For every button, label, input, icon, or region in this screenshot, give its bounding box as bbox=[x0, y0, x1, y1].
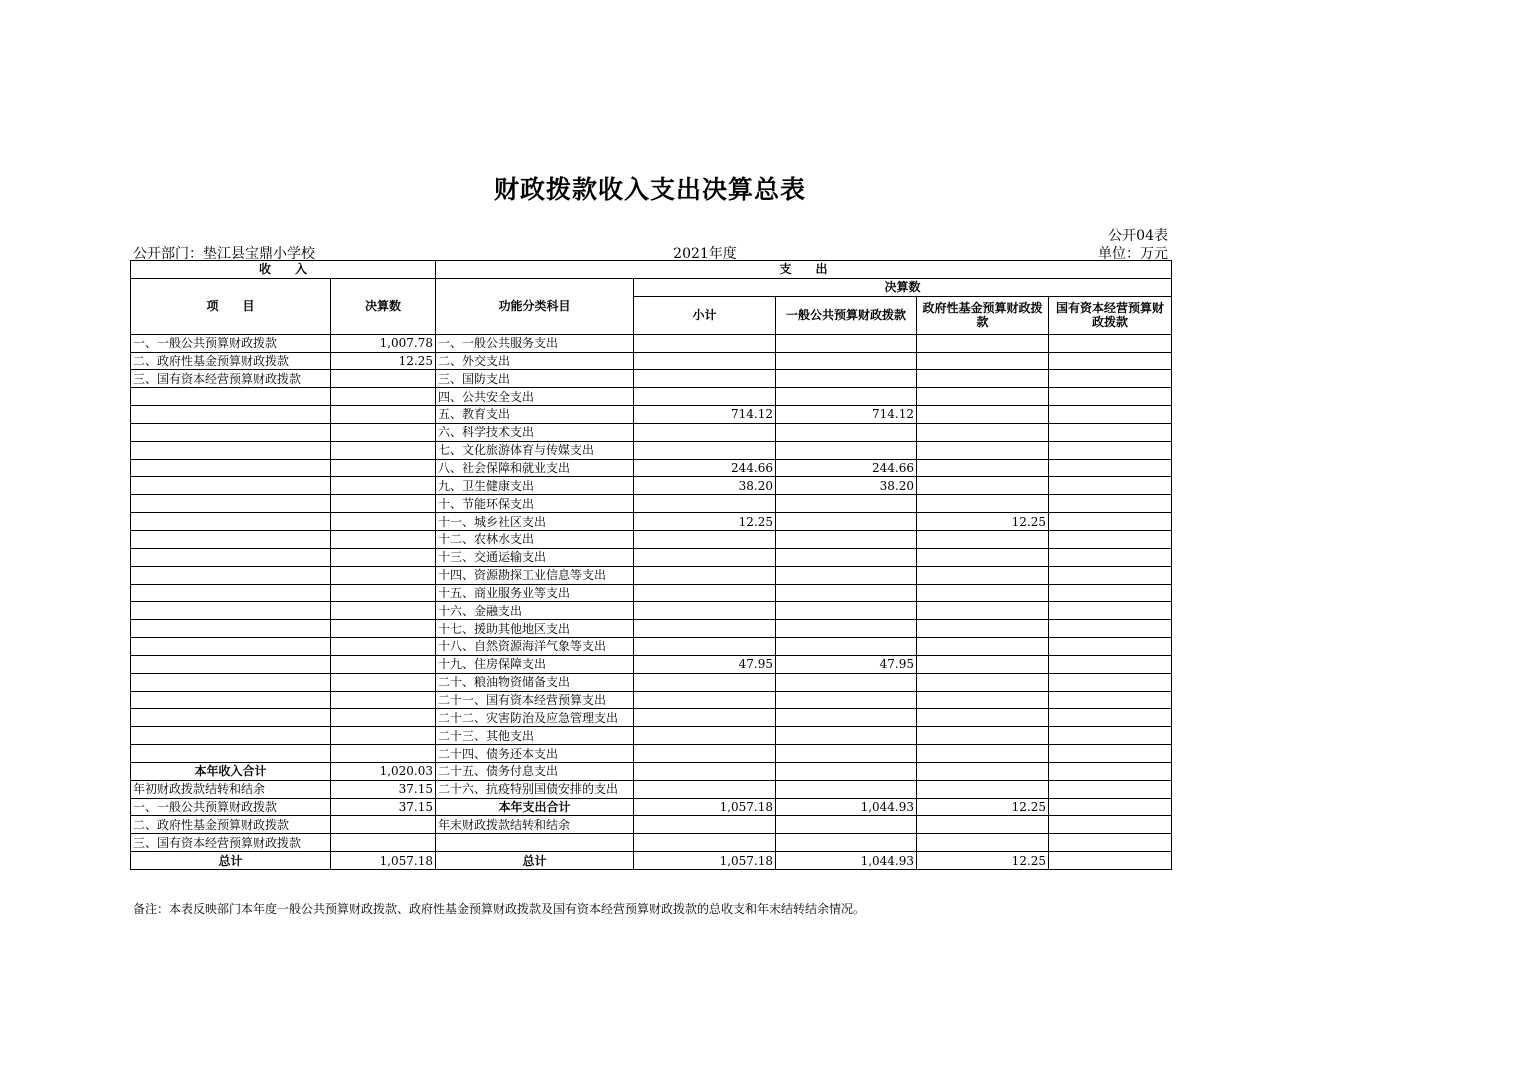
income-amount-cell bbox=[331, 370, 436, 388]
income-item-cell bbox=[131, 459, 331, 477]
subtotal-cell bbox=[634, 673, 776, 691]
income-item-cell bbox=[131, 566, 331, 584]
general-budget-cell bbox=[776, 834, 917, 852]
general-budget-cell: 47.95 bbox=[776, 655, 917, 673]
income-section-header: 收 入 bbox=[131, 261, 436, 279]
budget-table bbox=[130, 260, 1172, 870]
subtotal-cell bbox=[634, 530, 776, 548]
income-item-cell: 二、政府性基金预算财政拨款 bbox=[131, 816, 331, 834]
subtotal-cell: 1,057.18 bbox=[634, 852, 776, 870]
gov-fund-column-header: 政府性基金预算财政拨款 bbox=[917, 296, 1049, 334]
income-amount-cell bbox=[331, 745, 436, 763]
gov-fund-cell bbox=[917, 566, 1049, 584]
state-capital-cell bbox=[1049, 441, 1172, 459]
general-budget-cell: 244.66 bbox=[776, 459, 917, 477]
general-budget-cell bbox=[776, 745, 917, 763]
income-amount-cell bbox=[331, 834, 436, 852]
general-budget-column-header: 一般公共预算财政拨款 bbox=[776, 296, 917, 334]
expense-item-cell: 二十五、债务付息支出 bbox=[436, 762, 634, 780]
state-capital-cell bbox=[1049, 370, 1172, 388]
gov-fund-cell bbox=[917, 602, 1049, 620]
income-item-cell bbox=[131, 423, 331, 441]
subtotal-cell bbox=[634, 691, 776, 709]
state-capital-cell bbox=[1049, 620, 1172, 638]
table-row bbox=[131, 566, 1172, 584]
gov-fund-cell bbox=[917, 834, 1049, 852]
form-number: 公开04表 bbox=[1108, 228, 1168, 244]
income-amount-cell: 1,020.03 bbox=[331, 762, 436, 780]
general-budget-cell bbox=[776, 691, 917, 709]
subtotal-cell bbox=[634, 423, 776, 441]
table-row bbox=[131, 834, 1172, 852]
state-capital-cell bbox=[1049, 584, 1172, 602]
table-row bbox=[131, 352, 1172, 370]
income-item-cell: 本年收入合计 bbox=[131, 762, 331, 780]
subtotal-cell bbox=[634, 441, 776, 459]
income-amount-cell bbox=[331, 548, 436, 566]
expense-item-cell: 年末财政拨款结转和结余 bbox=[436, 816, 634, 834]
subtotal-cell: 714.12 bbox=[634, 406, 776, 424]
general-budget-cell bbox=[776, 584, 917, 602]
gov-fund-cell bbox=[917, 548, 1049, 566]
department-label: 公开部门：垫江县宝鼎小学校 bbox=[133, 246, 315, 262]
subtotal-cell bbox=[634, 548, 776, 566]
income-amount-cell bbox=[331, 530, 436, 548]
income-amount-cell bbox=[331, 638, 436, 656]
amount-column-header: 决算数 bbox=[331, 278, 436, 334]
gov-fund-cell bbox=[917, 334, 1049, 352]
unit-label: 单位：万元 bbox=[1098, 246, 1168, 262]
expense-item-cell: 二十一、国有资本经营预算支出 bbox=[436, 691, 634, 709]
gov-fund-cell bbox=[917, 388, 1049, 406]
gov-fund-cell bbox=[917, 584, 1049, 602]
expense-item-cell: 一、一般公共服务支出 bbox=[436, 334, 634, 352]
expense-item-cell: 三、国防支出 bbox=[436, 370, 634, 388]
subtotal-column-header: 小计 bbox=[634, 296, 776, 334]
income-amount-cell bbox=[331, 709, 436, 727]
income-amount-cell bbox=[331, 513, 436, 531]
income-item-cell bbox=[131, 709, 331, 727]
expense-item-cell: 十、节能环保支出 bbox=[436, 495, 634, 513]
table-row bbox=[131, 388, 1172, 406]
table-row bbox=[131, 638, 1172, 656]
expense-item-cell: 十三、交通运输支出 bbox=[436, 548, 634, 566]
expense-item-cell bbox=[436, 834, 634, 852]
table-row bbox=[131, 530, 1172, 548]
expense-item-cell: 十七、援助其他地区支出 bbox=[436, 620, 634, 638]
state-capital-cell bbox=[1049, 477, 1172, 495]
gov-fund-cell bbox=[917, 352, 1049, 370]
general-budget-cell bbox=[776, 423, 917, 441]
state-capital-cell bbox=[1049, 816, 1172, 834]
income-item-cell: 总计 bbox=[131, 852, 331, 870]
state-capital-cell bbox=[1049, 513, 1172, 531]
state-capital-cell bbox=[1049, 530, 1172, 548]
state-capital-cell bbox=[1049, 423, 1172, 441]
subtotal-cell bbox=[634, 709, 776, 727]
subtotal-cell: 1,057.18 bbox=[634, 798, 776, 816]
general-budget-cell bbox=[776, 620, 917, 638]
table-row bbox=[131, 852, 1172, 870]
income-amount-cell: 37.15 bbox=[331, 780, 436, 798]
gov-fund-cell bbox=[917, 655, 1049, 673]
income-amount-cell bbox=[331, 406, 436, 424]
income-amount-cell: 1,057.18 bbox=[331, 852, 436, 870]
subtotal-cell bbox=[634, 780, 776, 798]
income-amount-cell: 12.25 bbox=[331, 352, 436, 370]
table-row bbox=[131, 745, 1172, 763]
general-budget-cell bbox=[776, 548, 917, 566]
income-amount-cell bbox=[331, 673, 436, 691]
table-row bbox=[131, 423, 1172, 441]
gov-fund-cell bbox=[917, 620, 1049, 638]
gov-fund-cell bbox=[917, 406, 1049, 424]
income-item-cell bbox=[131, 584, 331, 602]
state-capital-cell bbox=[1049, 548, 1172, 566]
subtotal-cell bbox=[634, 745, 776, 763]
state-capital-cell bbox=[1049, 655, 1172, 673]
gov-fund-cell bbox=[917, 762, 1049, 780]
table-row bbox=[131, 673, 1172, 691]
income-item-cell: 三、国有资本经营预算财政拨款 bbox=[131, 370, 331, 388]
gov-fund-cell bbox=[917, 423, 1049, 441]
gov-fund-cell bbox=[917, 477, 1049, 495]
expense-item-cell: 二十四、债务还本支出 bbox=[436, 745, 634, 763]
state-capital-cell bbox=[1049, 495, 1172, 513]
general-budget-cell bbox=[776, 370, 917, 388]
general-budget-cell bbox=[776, 441, 917, 459]
gov-fund-cell bbox=[917, 727, 1049, 745]
table-row bbox=[131, 370, 1172, 388]
expense-item-cell: 十四、资源勘探工业信息等支出 bbox=[436, 566, 634, 584]
general-budget-cell bbox=[776, 495, 917, 513]
table-row bbox=[131, 584, 1172, 602]
gov-fund-cell bbox=[917, 638, 1049, 656]
general-budget-cell bbox=[776, 513, 917, 531]
general-budget-cell bbox=[776, 673, 917, 691]
expense-item-cell: 二、外交支出 bbox=[436, 352, 634, 370]
income-item-cell bbox=[131, 638, 331, 656]
state-capital-cell bbox=[1049, 780, 1172, 798]
gov-fund-cell bbox=[917, 441, 1049, 459]
income-amount-cell bbox=[331, 423, 436, 441]
expense-item-cell: 二十二、灾害防治及应急管理支出 bbox=[436, 709, 634, 727]
income-amount-cell bbox=[331, 388, 436, 406]
general-budget-cell bbox=[776, 638, 917, 656]
subtotal-cell bbox=[634, 620, 776, 638]
income-amount-cell bbox=[331, 459, 436, 477]
expense-item-cell: 十五、商业服务业等支出 bbox=[436, 584, 634, 602]
gov-fund-cell: 12.25 bbox=[917, 513, 1049, 531]
income-amount-cell: 1,007.78 bbox=[331, 334, 436, 352]
gov-fund-cell bbox=[917, 673, 1049, 691]
subtotal-cell bbox=[634, 638, 776, 656]
table-row bbox=[131, 798, 1172, 816]
state-capital-cell bbox=[1049, 691, 1172, 709]
general-budget-cell bbox=[776, 530, 917, 548]
expense-item-cell: 五、教育支出 bbox=[436, 406, 634, 424]
table-row bbox=[131, 513, 1172, 531]
subtotal-cell bbox=[634, 816, 776, 834]
income-item-cell bbox=[131, 477, 331, 495]
gov-fund-cell bbox=[917, 370, 1049, 388]
expense-item-cell: 八、社会保障和就业支出 bbox=[436, 459, 634, 477]
expense-item-cell: 本年支出合计 bbox=[436, 798, 634, 816]
state-capital-cell bbox=[1049, 566, 1172, 584]
table-row bbox=[131, 691, 1172, 709]
income-amount-cell bbox=[331, 727, 436, 745]
general-budget-cell: 1,044.93 bbox=[776, 852, 917, 870]
table-row bbox=[131, 602, 1172, 620]
income-amount-cell bbox=[331, 584, 436, 602]
page-title: 财政拨款收入支出决算总表 bbox=[493, 175, 806, 204]
state-capital-cell bbox=[1049, 709, 1172, 727]
general-budget-cell bbox=[776, 352, 917, 370]
state-capital-cell bbox=[1049, 602, 1172, 620]
expense-item-cell: 总计 bbox=[436, 852, 634, 870]
general-budget-cell bbox=[776, 602, 917, 620]
table-row bbox=[131, 334, 1172, 352]
subtotal-cell bbox=[634, 388, 776, 406]
table-row bbox=[131, 655, 1172, 673]
table-row bbox=[131, 816, 1172, 834]
general-budget-cell: 38.20 bbox=[776, 477, 917, 495]
state-capital-cell bbox=[1049, 798, 1172, 816]
income-amount-cell bbox=[331, 495, 436, 513]
income-item-cell bbox=[131, 441, 331, 459]
income-amount-cell bbox=[331, 477, 436, 495]
income-item-cell: 二、政府性基金预算财政拨款 bbox=[131, 352, 331, 370]
gov-fund-cell: 12.25 bbox=[917, 852, 1049, 870]
state-capital-cell bbox=[1049, 673, 1172, 691]
expense-item-cell: 六、科学技术支出 bbox=[436, 423, 634, 441]
subtotal-cell bbox=[634, 602, 776, 620]
table-row bbox=[131, 709, 1172, 727]
income-item-cell bbox=[131, 548, 331, 566]
table-row bbox=[131, 762, 1172, 780]
table-row bbox=[131, 780, 1172, 798]
footnote: 备注：本表反映部门本年度一般公共预算财政拨款、政府性基金预算财政拨款及国有资本经营预算财政拨款的总收支和年末结转结余情况。 bbox=[133, 902, 866, 916]
general-budget-cell bbox=[776, 816, 917, 834]
income-item-cell bbox=[131, 691, 331, 709]
income-item-cell bbox=[131, 513, 331, 531]
income-item-cell: 一、一般公共预算财政拨款 bbox=[131, 798, 331, 816]
subtotal-cell bbox=[634, 727, 776, 745]
state-capital-cell bbox=[1049, 459, 1172, 477]
income-item-cell: 年初财政拨款结转和结余 bbox=[131, 780, 331, 798]
general-budget-cell bbox=[776, 334, 917, 352]
state-capital-cell bbox=[1049, 406, 1172, 424]
subtotal-cell: 12.25 bbox=[634, 513, 776, 531]
income-amount-cell bbox=[331, 816, 436, 834]
subtotal-cell bbox=[634, 762, 776, 780]
income-amount-cell bbox=[331, 691, 436, 709]
income-item-cell bbox=[131, 727, 331, 745]
subtotal-cell bbox=[634, 566, 776, 584]
expense-item-cell: 十八、自然资源海洋气象等支出 bbox=[436, 638, 634, 656]
state-capital-cell bbox=[1049, 727, 1172, 745]
subtotal-cell bbox=[634, 834, 776, 852]
subtotal-cell: 244.66 bbox=[634, 459, 776, 477]
gov-fund-cell bbox=[917, 459, 1049, 477]
gov-fund-cell bbox=[917, 709, 1049, 727]
subtotal-cell bbox=[634, 584, 776, 602]
income-amount-cell bbox=[331, 566, 436, 584]
table-row bbox=[131, 495, 1172, 513]
gov-fund-cell bbox=[917, 745, 1049, 763]
state-capital-cell bbox=[1049, 388, 1172, 406]
income-amount-cell: 37.15 bbox=[331, 798, 436, 816]
expense-item-cell: 十二、农林水支出 bbox=[436, 530, 634, 548]
income-amount-cell bbox=[331, 620, 436, 638]
income-item-cell bbox=[131, 530, 331, 548]
general-budget-cell bbox=[776, 762, 917, 780]
final-amount-group-header: 决算数 bbox=[634, 278, 1172, 296]
state-capital-column-header: 国有资本经营预算财政拨款 bbox=[1049, 296, 1172, 334]
income-item-cell bbox=[131, 673, 331, 691]
income-item-cell bbox=[131, 620, 331, 638]
income-amount-cell bbox=[331, 441, 436, 459]
general-budget-cell bbox=[776, 709, 917, 727]
item-column-header: 项 目 bbox=[131, 278, 331, 334]
state-capital-cell bbox=[1049, 638, 1172, 656]
state-capital-cell bbox=[1049, 352, 1172, 370]
subtotal-cell bbox=[634, 334, 776, 352]
table-row bbox=[131, 620, 1172, 638]
general-budget-cell: 714.12 bbox=[776, 406, 917, 424]
expense-item-cell: 九、卫生健康支出 bbox=[436, 477, 634, 495]
subtotal-cell bbox=[634, 370, 776, 388]
expense-section-header: 支 出 bbox=[436, 261, 1172, 279]
income-item-cell bbox=[131, 406, 331, 424]
general-budget-cell bbox=[776, 388, 917, 406]
gov-fund-cell: 12.25 bbox=[917, 798, 1049, 816]
expense-item-cell: 十九、住房保障支出 bbox=[436, 655, 634, 673]
table-row bbox=[131, 441, 1172, 459]
table-row bbox=[131, 459, 1172, 477]
general-budget-cell: 1,044.93 bbox=[776, 798, 917, 816]
table-row bbox=[131, 477, 1172, 495]
table-row bbox=[131, 727, 1172, 745]
income-item-cell bbox=[131, 602, 331, 620]
expense-item-cell: 二十三、其他支出 bbox=[436, 727, 634, 745]
func-subject-column-header: 功能分类科目 bbox=[436, 278, 634, 334]
expense-item-cell: 七、文化旅游体育与传媒支出 bbox=[436, 441, 634, 459]
expense-item-cell: 四、公共安全支出 bbox=[436, 388, 634, 406]
fiscal-year: 2021年度 bbox=[673, 246, 737, 262]
income-item-cell: 三、国有资本经营预算财政拨款 bbox=[131, 834, 331, 852]
table-row bbox=[131, 548, 1172, 566]
expense-item-cell: 二十六、抗疫特别国债安排的支出 bbox=[436, 780, 634, 798]
state-capital-cell bbox=[1049, 334, 1172, 352]
subtotal-cell: 38.20 bbox=[634, 477, 776, 495]
expense-item-cell: 十一、城乡社区支出 bbox=[436, 513, 634, 531]
income-amount-cell bbox=[331, 655, 436, 673]
expense-item-cell: 二十、粮油物资储备支出 bbox=[436, 673, 634, 691]
gov-fund-cell bbox=[917, 816, 1049, 834]
state-capital-cell bbox=[1049, 745, 1172, 763]
table-row bbox=[131, 406, 1172, 424]
general-budget-cell bbox=[776, 780, 917, 798]
gov-fund-cell bbox=[917, 780, 1049, 798]
income-item-cell bbox=[131, 655, 331, 673]
gov-fund-cell bbox=[917, 530, 1049, 548]
income-item-cell bbox=[131, 388, 331, 406]
income-item-cell bbox=[131, 495, 331, 513]
subtotal-cell bbox=[634, 495, 776, 513]
subtotal-cell: 47.95 bbox=[634, 655, 776, 673]
expense-item-cell: 十六、金融支出 bbox=[436, 602, 634, 620]
state-capital-cell bbox=[1049, 762, 1172, 780]
income-item-cell: 一、一般公共预算财政拨款 bbox=[131, 334, 331, 352]
subtotal-cell bbox=[634, 352, 776, 370]
state-capital-cell bbox=[1049, 834, 1172, 852]
general-budget-cell bbox=[776, 566, 917, 584]
general-budget-cell bbox=[776, 727, 917, 745]
gov-fund-cell bbox=[917, 691, 1049, 709]
income-item-cell bbox=[131, 745, 331, 763]
income-amount-cell bbox=[331, 602, 436, 620]
gov-fund-cell bbox=[917, 495, 1049, 513]
state-capital-cell bbox=[1049, 852, 1172, 870]
